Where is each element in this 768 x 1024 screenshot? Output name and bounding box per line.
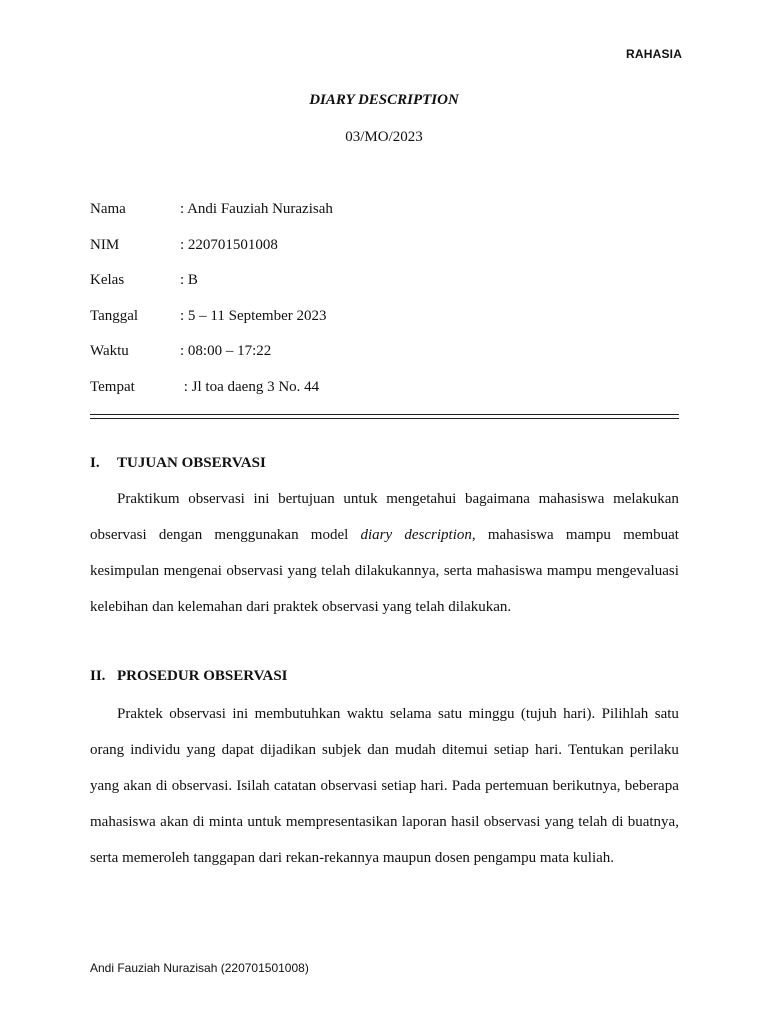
- paragraph-line: mahasiswa akan di minta untuk mempresentasikan laporan hasil observasi yang telah di buatnya,: [90, 814, 679, 830]
- paragraph-line: observasi dengan menggunakan model diary description, mahasiswa mampu membuat: [90, 527, 679, 543]
- info-value: : 08:00 – 17:22: [180, 343, 272, 359]
- paragraph-line: Praktikum observasi ini bertujuan untuk mengetahui bagaimana mahasiswa melakukan: [117, 491, 679, 507]
- document-title: DIARY DESCRIPTION: [309, 92, 459, 108]
- info-value: : 5 – 11 September 2023: [180, 308, 327, 324]
- section-title: TUJUAN OBSERVASI: [117, 455, 266, 471]
- info-row-nama: [90, 201, 680, 221]
- section-heading: [90, 668, 490, 688]
- info-row-kelas: [90, 272, 680, 292]
- info-row-tanggal: [90, 308, 680, 328]
- section-number: II.: [90, 668, 106, 684]
- info-value: : 220701501008: [180, 237, 278, 253]
- info-value: : B: [180, 272, 198, 288]
- document-date: 03/MO/2023: [345, 129, 423, 145]
- paragraph-line: orang individu yang dapat dijadikan subjek dan mudah ditemui setiap hari. Tentukan perilaku: [90, 742, 679, 758]
- info-label: Kelas: [90, 272, 125, 288]
- info-row-nim: [90, 237, 680, 257]
- info-label: Tanggal: [90, 308, 139, 324]
- footer-author: Andi Fauziah Nurazisah (220701501008): [90, 961, 309, 975]
- info-value: : Jl toa daeng 3 No. 44: [180, 379, 320, 395]
- divider-line: [90, 418, 679, 419]
- section-number: I.: [90, 455, 100, 471]
- section-title: PROSEDUR OBSERVASI: [117, 668, 288, 684]
- info-row-tempat: [90, 379, 680, 399]
- info-label: NIM: [90, 237, 120, 253]
- paragraph-line: serta memeroleh tanggapan dari rekan-rekannya maupun dosen pengampu mata kuliah.: [90, 850, 615, 866]
- section-heading: [90, 455, 490, 475]
- paragraph-line: yang akan di observasi. Isilah catatan observasi setiap hari. Pada pertemuan berikutnya, beberapa: [90, 778, 679, 794]
- divider-line: [90, 414, 679, 415]
- info-label: Nama: [90, 201, 126, 217]
- paragraph-line: kesimpulan mengenai observasi yang telah dilakukannya, serta mahasiswa mampu mengevaluasi: [90, 563, 679, 579]
- info-value: : Andi Fauziah Nurazisah: [180, 201, 333, 217]
- info-label: Tempat: [90, 379, 135, 395]
- paragraph-line: Praktek observasi ini membutuhkan waktu selama satu minggu (tujuh hari). Pilihlah satu: [117, 706, 679, 722]
- classification-label: RAHASIA: [626, 47, 683, 61]
- paragraph-line: kelebihan dan kelemahan dari praktek observasi yang telah dilakukan.: [90, 599, 512, 615]
- info-label: Waktu: [90, 343, 129, 359]
- info-row-waktu: [90, 343, 680, 363]
